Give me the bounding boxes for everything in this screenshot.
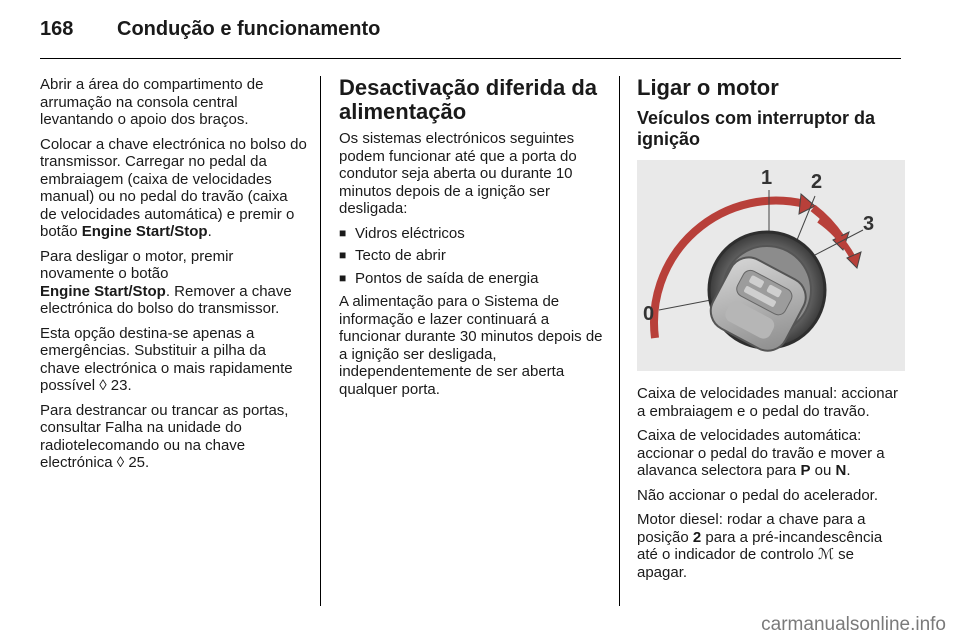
engine-start-stop-label: Engine Start/Stop [40, 282, 166, 300]
page-ref-icon: ◊ [116, 454, 125, 471]
gear-n-label: N [835, 462, 847, 479]
gear-p-label: P [800, 462, 811, 479]
page-reference[interactable]: 23 [110, 377, 128, 394]
section-subheading: Veículos com interruptor da ignição [637, 108, 876, 149]
column-left [40, 76, 308, 479]
list-item: ■ Vidros eléctricos [339, 224, 465, 242]
page-number: 168 [40, 18, 74, 40]
bullet-icon: ■ [339, 248, 347, 262]
position-label: 1 [761, 167, 773, 189]
leader-line [659, 300, 711, 310]
chapter-title: Condução e funcionamento [117, 18, 381, 40]
ignition-diagram [637, 160, 905, 371]
column-middle [339, 76, 607, 405]
paragraph: Caixa de velocidades automática: accionar o pedal do travão e mover a alavanca selectora para P ou N. [637, 427, 885, 479]
ignition-switch-illustration [637, 160, 905, 371]
position-label: 3 [863, 213, 875, 235]
paragraph: Os sistemas electrónicos seguintes podem funcionar até que a porta do condutor seja aberta ou durante 10 minutos depois de a ignição ser desligada: [339, 130, 577, 217]
position-label: 2 [811, 171, 823, 193]
column-divider [320, 76, 321, 606]
bullet-icon: ■ [339, 225, 347, 240]
bullet-list [339, 225, 607, 288]
section-heading: Desactivação diferida da alimentação [339, 75, 598, 124]
engine-start-stop-label: Engine Start/Stop [81, 223, 208, 240]
page-reference[interactable]: 25 [128, 454, 145, 471]
bullet-icon: ■ [339, 270, 347, 285]
page-header [40, 18, 910, 48]
position-label: 0 [643, 303, 655, 325]
paragraph: Não accionar o pedal do acelerador. [637, 486, 878, 504]
position-2-label: 2 [692, 528, 702, 546]
list-item: ■ Tecto de abrir [339, 247, 446, 264]
paragraph: Para desligar o motor, premir novamente o botão Engine Start/Stop. Remover a chave electrónica do bolso do transmissor. [40, 247, 292, 317]
paragraph: Abrir a área do compartimento de arrumação na consola central levantando o apoio dos braços. [40, 76, 264, 128]
paragraph: A alimentação para o Sistema de informação e lazer continuará a funcionar durante 30 minutos depois de a ignição ser desligada, independentemente de ser aberta qualquer porta. [339, 293, 603, 398]
section-heading: Ligar o motor [637, 75, 779, 100]
column-divider [619, 76, 620, 606]
list-item: ■ Pontos de saída de energia [339, 269, 539, 287]
paragraph: Colocar a chave electrónica no bolso do transmissor. Carregar no pedal da embraiagem (caixa de velocidades manual) ou no pedal do travão (caixa de velocidades automática) e premir o botão Engine Start/Stop. [40, 135, 307, 240]
paragraph: Motor diesel: rodar a chave para a posição 2 para a pré-incandescência até o indicador de controlo ℳ se apagar. [637, 511, 883, 581]
paragraph: Caixa de velocidades manual: accionar a embraiagem e o pedal do travão. [637, 385, 898, 420]
paragraph: Para destrancar ou trancar as portas, consultar Falha na unidade do radiotelecomando ou na chave electrónica ◊ 25. [40, 401, 289, 471]
watermark: carmanualsonline.info [761, 614, 946, 635]
header-rule [40, 58, 901, 59]
page-ref-icon: ◊ [99, 377, 107, 394]
glow-plug-icon: ℳ [817, 546, 834, 563]
column-right [637, 76, 905, 588]
paragraph: Esta opção destina-se apenas a emergências. Substituir a pilha da chave electrónica o mais rapidamente possível ◊ 23. [40, 324, 293, 394]
